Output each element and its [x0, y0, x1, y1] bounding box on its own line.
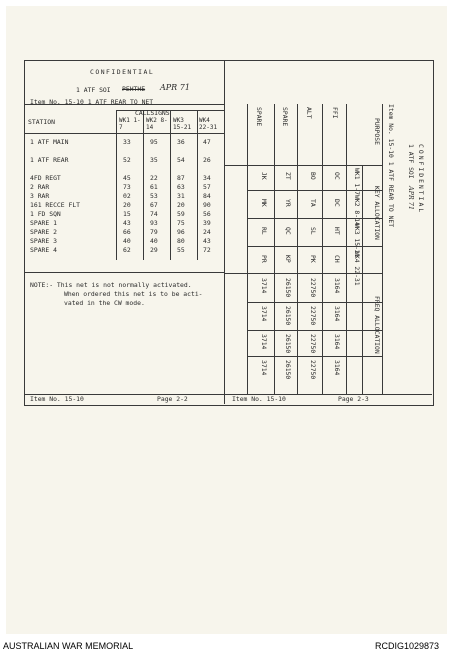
right-col-1 — [247, 104, 248, 394]
right-key-row-3 — [247, 246, 382, 247]
left-soi-line: 1 ATF SOI — [76, 86, 111, 94]
week-header: WK4 22-31 — [199, 117, 218, 131]
key-cell: SL — [309, 227, 317, 235]
station-name: 1 ATF REAR — [30, 156, 69, 164]
freq-cell: 3164 — [333, 360, 341, 376]
callsign-cell: 22 — [150, 174, 158, 182]
key-cell: PR — [260, 255, 268, 263]
station-name: 161 RECCE FLT — [30, 201, 81, 209]
callsign-cell: 59 — [177, 210, 185, 218]
right-item-line: Item No. 15-10 1 ATF REAR TO NET — [387, 104, 395, 228]
right-header-rule — [224, 165, 382, 166]
key-cell: QC — [284, 227, 292, 235]
row-label-spare-b: SPARE — [255, 107, 263, 127]
callsign-cell: 33 — [123, 138, 131, 146]
row-label-spare-a: SPARE — [281, 107, 289, 127]
callsign-cell: 26 — [203, 156, 211, 164]
callsign-cell: 36 — [177, 138, 185, 146]
right-col-7 — [382, 104, 383, 394]
key-cell: BO — [309, 172, 317, 180]
callsign-cell: 72 — [203, 246, 211, 254]
key-cell: MK — [260, 199, 268, 207]
callsign-cell: 96 — [177, 228, 185, 236]
callsign-cell: 80 — [177, 237, 185, 245]
right-key-row-2 — [247, 218, 382, 219]
station-name: SPARE 3 — [30, 237, 57, 245]
freq-cell: 3714 — [260, 334, 268, 350]
key-cell: PK — [309, 255, 317, 263]
station-name: 1 ATF MAIN — [30, 138, 69, 146]
week-header: WK3 15-21 — [173, 117, 192, 131]
purpose-label: PURPOSE — [373, 118, 381, 145]
left-table-subheader — [24, 133, 224, 134]
callsign-cell: 95 — [150, 138, 158, 146]
left-footer-item: Item No. 15-10 — [30, 395, 84, 403]
right-col-4 — [322, 104, 323, 394]
callsign-cell: 39 — [203, 219, 211, 227]
right-freq-row-4 — [247, 356, 382, 357]
callsign-cell: 63 — [177, 183, 185, 191]
callsign-cell: 24 — [203, 228, 211, 236]
callsign-cell: 47 — [203, 138, 211, 146]
key-cell: TA — [309, 199, 317, 207]
station-name: SPARE 1 — [30, 219, 57, 227]
right-week-header: WK1 1-7 — [353, 168, 361, 195]
key-cell: DC — [333, 199, 341, 207]
callsign-cell: 62 — [123, 246, 131, 254]
right-footer-item: Item No. 15-10 — [232, 395, 286, 403]
left-table-top — [116, 110, 224, 111]
callsign-cell: 20 — [123, 201, 131, 209]
callsign-cell: 02 — [123, 192, 131, 200]
callsign-cell: 31 — [177, 192, 185, 200]
freq-cell: 26150 — [284, 360, 292, 380]
freq-cell: 3714 — [260, 278, 268, 294]
callsign-cell: 54 — [177, 156, 185, 164]
station-name: 4FD REGT — [30, 174, 61, 182]
callsign-cell: 67 — [150, 201, 158, 209]
callsign-cell: 40 — [123, 237, 131, 245]
freq-allocation-label: FREQ ALLOCATION — [373, 296, 381, 354]
right-week-header: WK2 8-14 — [353, 195, 361, 226]
freq-cell: 3164 — [333, 334, 341, 350]
archive-id: RCDIG1029873 — [375, 641, 440, 651]
callsign-cell: 35 — [150, 156, 158, 164]
freq-cell: 26150 — [284, 278, 292, 298]
key-cell: RL — [260, 227, 268, 235]
freq-cell: 3164 — [333, 278, 341, 294]
row-label-alt: ALT — [305, 107, 313, 119]
freq-cell: 3714 — [260, 360, 268, 376]
callsign-cell: 90 — [203, 201, 211, 209]
key-cell: KP — [284, 255, 292, 263]
key-cell: CH — [333, 255, 341, 263]
right-soi-handwritten: APR 71 — [407, 186, 415, 210]
callsign-cell: 55 — [177, 246, 185, 254]
freq-cell: 3164 — [333, 306, 341, 322]
note-line-1: NOTE:- This net is not normally activated. — [30, 281, 192, 289]
callsign-cell: 84 — [203, 192, 211, 200]
callsign-cell: 40 — [150, 237, 158, 245]
station-name: 2 RAR — [30, 183, 50, 191]
left-confidential: CONFIDENTIAL — [90, 68, 155, 76]
callsign-cell: 29 — [150, 246, 158, 254]
key-cell: OC — [333, 172, 341, 180]
left-footer-page: Page 2-2 — [157, 395, 188, 403]
callsign-cell: 74 — [150, 210, 158, 218]
right-key-top — [247, 190, 382, 191]
note-line-2: When ordered this net is to be acti- — [64, 290, 203, 298]
callsign-cell: 34 — [203, 174, 211, 182]
key-cell: HT — [333, 227, 341, 235]
key-cell: JK — [260, 172, 268, 180]
left-table-bottom — [24, 272, 224, 273]
callsign-cell: 45 — [123, 174, 131, 182]
callsign-cell: 66 — [123, 228, 131, 236]
right-col-2 — [274, 104, 275, 394]
callsign-cell: 43 — [203, 237, 211, 245]
right-col-3 — [297, 104, 298, 394]
archive-footer — [0, 638, 453, 654]
right-confidential: CONFIDENTIAL — [417, 144, 425, 215]
freq-cell: 26150 — [284, 334, 292, 354]
note-line-3: vated in the CW mode. — [64, 299, 145, 307]
right-col-5 — [346, 104, 347, 394]
week-header: WK2 8-14 — [146, 117, 168, 131]
callsign-cell: 93 — [150, 219, 158, 227]
right-week-header: WK3 15-21 — [353, 223, 361, 258]
freq-cell: 22750 — [309, 334, 317, 354]
right-soi-line: 1 ATF SOI — [407, 144, 415, 179]
callsign-cell: 61 — [150, 183, 158, 191]
callsign-cell: 15 — [123, 210, 131, 218]
station-name: 1 FD SQN — [30, 210, 61, 218]
callsign-cell: 73 — [123, 183, 131, 191]
right-col-6 — [362, 165, 363, 394]
callsign-cell: 43 — [123, 219, 131, 227]
right-footer-page: Page 2-3 — [338, 395, 369, 403]
station-header: STATION — [28, 118, 55, 126]
row-label-ffi: FFI — [331, 107, 339, 119]
callsign-cell: 20 — [177, 201, 185, 209]
callsign-cell: 75 — [177, 219, 185, 227]
page-divider — [224, 60, 225, 404]
callsign-cell: 57 — [203, 183, 211, 191]
freq-cell: 22750 — [309, 360, 317, 380]
right-freq-row-3 — [247, 330, 382, 331]
callsign-cell: 87 — [177, 174, 185, 182]
freq-cell: 22750 — [309, 278, 317, 298]
key-cell: ZT — [284, 172, 292, 180]
callsign-cell: 56 — [203, 210, 211, 218]
key-allocation-label: KEY ALLOCATION — [373, 186, 381, 240]
left-soi-handwritten: APR 71 — [160, 83, 190, 92]
callsign-cell: 52 — [123, 156, 131, 164]
callsign-cell: 79 — [150, 228, 158, 236]
station-name: 3 RAR — [30, 192, 50, 200]
left-item-line: Item No. 15-10 1 ATF REAR TO NET — [30, 98, 154, 106]
archive-name: AUSTRALIAN WAR MEMORIAL — [3, 641, 134, 651]
freq-cell: 22750 — [309, 306, 317, 326]
callsigns-header: CALLSIGNS — [135, 109, 170, 117]
right-week-header: WK4 22-31 — [353, 251, 361, 286]
key-cell: YR — [284, 199, 292, 207]
left-soi-strike: PEHTHE — [122, 85, 146, 93]
week-header: WK1 1-7 — [119, 117, 141, 131]
freq-cell: 3714 — [260, 306, 268, 322]
station-name: SPARE 2 — [30, 228, 57, 236]
callsign-cell: 53 — [150, 192, 158, 200]
station-name: SPARE 4 — [30, 246, 57, 254]
freq-cell: 26150 — [284, 306, 292, 326]
right-freq-row-2 — [247, 302, 382, 303]
